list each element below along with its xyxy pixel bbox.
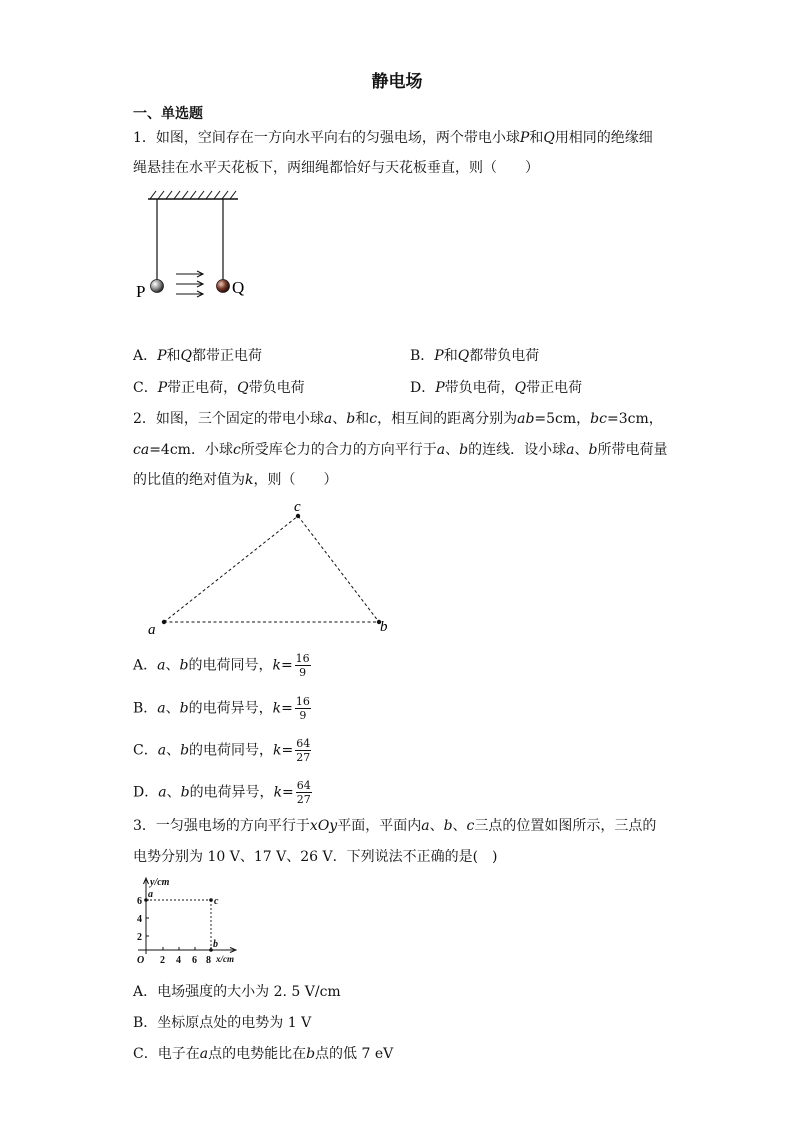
label-b: b	[213, 939, 218, 950]
q2-stem-line2: ca=4cm．小球c所受库仑力的合力的方向平行于a、b的连线．设小球a、b所带电荷量	[133, 442, 668, 458]
y-tick-2: 2	[137, 932, 142, 943]
q1-text: 和	[529, 130, 544, 146]
origin-label: O	[137, 955, 145, 966]
y-tick-4: 4	[137, 914, 142, 925]
side-ca	[164, 516, 298, 622]
fraction: $\frac{64}{27}$	[296, 737, 311, 764]
q3-coordinate-graph	[130, 874, 245, 966]
field-arrows	[176, 271, 203, 297]
q1-text: 用相同的绝缘细	[554, 130, 653, 146]
q3-option-a[interactable]: A．电场强度的大小为 2. 5 V/cm	[133, 984, 341, 1000]
q1-option-d[interactable]: D．P带负电荷，Q带正电荷	[410, 380, 583, 396]
q1-var-q: Q	[543, 130, 555, 146]
ceiling-hatch	[150, 191, 236, 199]
point-a	[162, 620, 166, 624]
q2-option-c[interactable]: C．a、b的电荷同号，k= $\frac{64}{27}$	[133, 737, 311, 764]
fraction: $\frac{64}{27}$	[296, 779, 311, 806]
q2-option-d[interactable]: D．a、b的电荷异号，k= $\frac{64}{27}$	[133, 779, 311, 806]
label-c: c	[214, 896, 219, 907]
q3-stem-line2: 电势分别为 10 V、17 V、26 V．下列说法不正确的是( )	[133, 849, 498, 865]
q2-option-b[interactable]: B．a、b的电荷异号，k= $\frac{16}{9}$	[133, 695, 310, 722]
x-tick-8: 8	[206, 955, 211, 966]
fraction: $\frac{16}{9}$	[295, 695, 310, 722]
section-heading: 一、单选题	[133, 106, 203, 122]
point-c	[209, 898, 213, 902]
page-title: 静电场	[371, 72, 423, 92]
q2-stem-line1: 2．如图，三个固定的带电小球a、b和c，相互间的距离分别为ab=5cm，bc=3cm，	[133, 411, 663, 427]
q1-option-b[interactable]: B．P和Q都带负电荷	[410, 348, 540, 364]
q3-option-b[interactable]: B．坐标原点处的电势为 1 V	[133, 1015, 312, 1031]
q2-triangle-figure	[140, 498, 400, 638]
label-b: b	[380, 619, 388, 635]
ball-q	[217, 280, 230, 293]
x-tick-2: 2	[160, 955, 165, 966]
x-axis-label: x/cm	[216, 954, 234, 964]
q2-option-a[interactable]: A．a、b的电荷同号，k= $\frac{16}{9}$	[133, 652, 310, 679]
ball-p	[151, 280, 164, 293]
y-axis-label: y/cm	[150, 877, 170, 888]
q3-stem-line1: 3．一匀强电场的方向平行于xOy平面，平面内a、b、c三点的位置如图所示，三点的	[133, 818, 657, 834]
label-a: a	[148, 889, 153, 900]
fraction: $\frac{16}{9}$	[295, 652, 310, 679]
q2-stem-line3: 的比值的绝对值为k，则（ ）	[133, 472, 338, 488]
q1-text: 1．如图，空间存在一方向水平向右的匀强电场，两个带电小球	[133, 130, 520, 146]
label-c: c	[294, 499, 301, 515]
x-tick-4: 4	[176, 955, 181, 966]
q3-option-c[interactable]: C．电子在a点的电势能比在b点的低 7 eV	[133, 1046, 394, 1062]
q1-stem-line1	[133, 128, 653, 148]
q1-stem-line2: 绳悬挂在水平天花板下，两细绳都恰好与天花板垂直，则（ ）	[133, 160, 539, 176]
y-tick-6: 6	[137, 896, 142, 907]
label-p: P	[136, 282, 146, 301]
x-tick-6: 6	[192, 955, 197, 966]
q1-option-c[interactable]: C．P带正电荷，Q带负电荷	[133, 380, 305, 396]
side-cb	[298, 516, 379, 622]
q1-option-a[interactable]: A．P和Q都带正电荷	[133, 348, 263, 364]
q1-figure	[130, 190, 260, 305]
q1-var-p: P	[519, 130, 530, 146]
label-q: Q	[232, 278, 245, 297]
label-a: a	[148, 622, 156, 638]
